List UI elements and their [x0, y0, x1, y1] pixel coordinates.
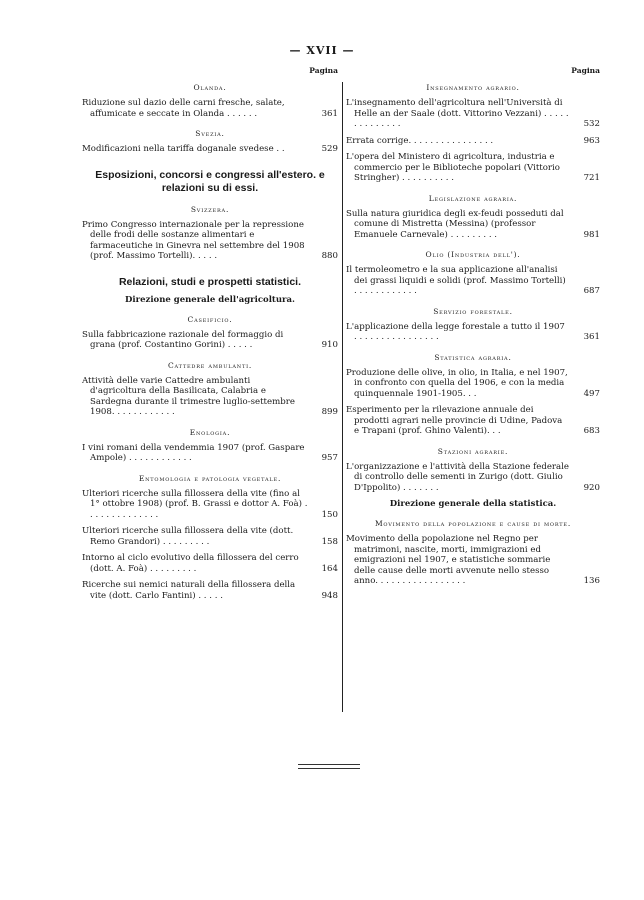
pagina-label: Pagina — [309, 66, 338, 75]
subsection-heading: Direzione generale della statistica. — [389, 499, 557, 509]
left-column — [82, 66, 338, 607]
topic-heading: Olanda. — [193, 83, 227, 92]
topic-heading: Svizzera. — [190, 204, 230, 214]
topic-heading: Legislazione agraria. — [428, 193, 518, 203]
entry-page-number: 910 — [321, 340, 338, 350]
entry-page-number: 150 — [321, 509, 338, 520]
subsection-heading: Direzione generale dell'agricoltura. — [125, 294, 295, 305]
entry-page-number: 963 — [583, 135, 600, 146]
entry-page-number: 529 — [321, 144, 338, 154]
entry-title: L'applicazione della legge forestale a tutto il 1907 . . . . . . . . . . . . . . . . — [346, 321, 565, 342]
entry-title: Sulla natura giuridica degli ex-feudi posseduti dal comune di Mistretta (Messina) (professor Emanuele Carnevale) . . . . . . . . . — [346, 208, 564, 240]
entry-page-number: 880 — [321, 251, 338, 261]
entry-title: I vini romani della vendemmia 1907 (prof. Gaspare Ampole) . . . . . . . . . . . . — [82, 442, 305, 463]
topic-heading: Olio (Industria dell'). — [425, 250, 521, 259]
toc-entry[interactable] — [346, 209, 600, 241]
toc-entry[interactable] — [82, 553, 338, 574]
entry-title: Primo Congresso internazionale per la repressione delle frodi delle sostanze alimentari e farmaceutiche in Ginevra nel settembre del 1908 (prof. Massimo Tortelli). . . . . — [82, 219, 305, 261]
entry-title: L'insegnamento dell'agricoltura nell'Università di Helle an der Saale (dott. Vittorino Vezzani) . . . . . . . . . . . . . . — [346, 98, 569, 129]
toc-entry[interactable] — [82, 443, 338, 464]
topic-heading: Statistica agraria. — [434, 352, 512, 362]
topic-heading: Insegnamento agrario. — [426, 83, 520, 92]
section-heading: Relazioni, studi e prospetti statistici. — [118, 275, 302, 288]
closing-rule-bottom — [298, 768, 360, 769]
entry-title: Ulteriori ricerche sulla fillossera della vite (fino al 1° ottobre 1908) (prof. B. Grassi e dottor A. Foà) . . . . . . . . . . . . . . — [82, 488, 308, 520]
entry-title: L'opera del Ministero di agricoltura, industria e commercio per le Biblioteche popolari (Vittorio Stringher) . . . . . . . . . . — [346, 152, 560, 183]
right-column — [346, 66, 600, 593]
toc-entry[interactable] — [82, 330, 338, 351]
toc-entry[interactable] — [346, 322, 600, 343]
entry-title: Ulteriori ricerche sulla fillossera della vite (dott. Remo Grandori) . . . . . . . . . — [82, 526, 294, 547]
topic-heading: Svezia. — [195, 129, 225, 138]
entry-page-number: 957 — [321, 453, 338, 463]
entry-page-number: 164 — [321, 563, 338, 574]
entry-page-number: 920 — [583, 482, 600, 493]
entry-title: Produzione delle olive, in olio, in Italia, e nel 1907, in confronto con quella del 1906, e con la media quinquennale 1901-1905. . . — [346, 367, 568, 399]
entry-title: Attività delle varie Cattedre ambulanti d'agricoltura della Basilicata, Calabria e Sardegna durante il trimestre luglio-settembre 1908. . . . . . . . . . . . — [82, 375, 295, 417]
toc-entry[interactable] — [82, 98, 338, 119]
toc-entry[interactable] — [82, 489, 338, 521]
entry-page-number: 136 — [583, 576, 600, 586]
toc-entry[interactable] — [346, 98, 600, 130]
topic-heading: Cattedre ambulanti. — [167, 360, 253, 370]
page-number: — XVII — — [289, 44, 355, 57]
toc-entry[interactable] — [346, 136, 600, 147]
toc-entry[interactable] — [346, 534, 600, 587]
topic-heading: Servizio forestale. — [433, 306, 513, 316]
entry-page-number: 532 — [583, 119, 600, 129]
entry-title: L'organizzazione e l'attività della Stazione federale di controllo delle sementi in Zurigo (dott. Giulio D'Ippolito) . . . . . . . — [346, 461, 569, 493]
entry-page-number: 683 — [583, 426, 600, 436]
entry-page-number: 721 — [583, 173, 600, 183]
entry-page-number: 899 — [321, 407, 338, 417]
entry-title: Errata corrige. . . . . . . . . . . . . . . . — [346, 135, 494, 146]
entry-page-number: 361 — [583, 332, 600, 342]
pagina-label: Pagina — [571, 66, 600, 75]
entry-title: Intorno al ciclo evolutivo della fillossera del cerro (dott. A. Foà) . . . . . . . . . — [82, 553, 299, 574]
toc-entry[interactable] — [346, 265, 600, 297]
topic-heading: Enologia. — [189, 427, 231, 437]
entry-title: Riduzione sul dazio delle carni fresche, salate, affumicate e seccate in Olanda . . . . . . — [82, 98, 285, 119]
toc-entry[interactable] — [82, 220, 338, 262]
topic-heading: Movimento della popolazione e cause di morte. — [374, 519, 572, 528]
toc-entry[interactable] — [346, 368, 600, 400]
entry-title: Ricerche sui nemici naturali della fillossera della vite (dott. Carlo Fantini) . . . . . — [82, 580, 296, 601]
entry-page-number: 948 — [321, 590, 338, 601]
entry-title: Sulla fabbricazione razionale del formaggio di grana (prof. Costantino Gorini) . . . . . — [82, 329, 284, 350]
toc-entry[interactable] — [82, 144, 338, 155]
toc-entry[interactable] — [346, 405, 600, 437]
toc-entry[interactable] — [82, 526, 338, 547]
closing-rule-top — [298, 764, 360, 765]
topic-heading: Caseificio. — [187, 314, 233, 324]
toc-entry[interactable] — [82, 376, 338, 418]
column-divider — [342, 82, 343, 712]
entry-page-number: 361 — [321, 108, 338, 119]
entry-page-number: 687 — [583, 286, 600, 296]
entry-page-number: 497 — [583, 388, 600, 399]
topic-heading: Stazioni agrarie. — [437, 446, 509, 456]
section-heading: Esposizioni, concorsi e congressi all'estero. e relazioni su di essi. — [95, 168, 325, 194]
toc-entry[interactable] — [346, 462, 600, 494]
entry-title: Il termoleometro e la sua applicazione all'analisi dei grassi liquidi e solidi (prof. Massimo Tortelli) . . . . . . . . . . . . — [346, 265, 566, 296]
toc-entry[interactable] — [82, 580, 338, 601]
entry-title: Modificazioni nella tariffa doganale svedese . . — [82, 144, 285, 154]
entry-page-number: 981 — [583, 229, 600, 240]
entry-title: Movimento della popolazione nel Regno per matrimoni, nascite, morti, immigrazioni ed emigrazioni nel 1907, e statistiche sommarie delle cause delle morti avvenute nello stesso anno. . . . . . . . . . . . . . . . . — [346, 534, 551, 586]
topic-heading: Entomologia e patologia vegetale. — [138, 473, 282, 483]
toc-entry[interactable] — [346, 152, 600, 184]
entry-title: Esperimento per la rilevazione annuale dei prodotti agrari nelle provincie di Udine, Padova e Trapani (prof. Ghino Valenti). . . — [346, 405, 563, 436]
entry-page-number: 158 — [321, 536, 338, 547]
